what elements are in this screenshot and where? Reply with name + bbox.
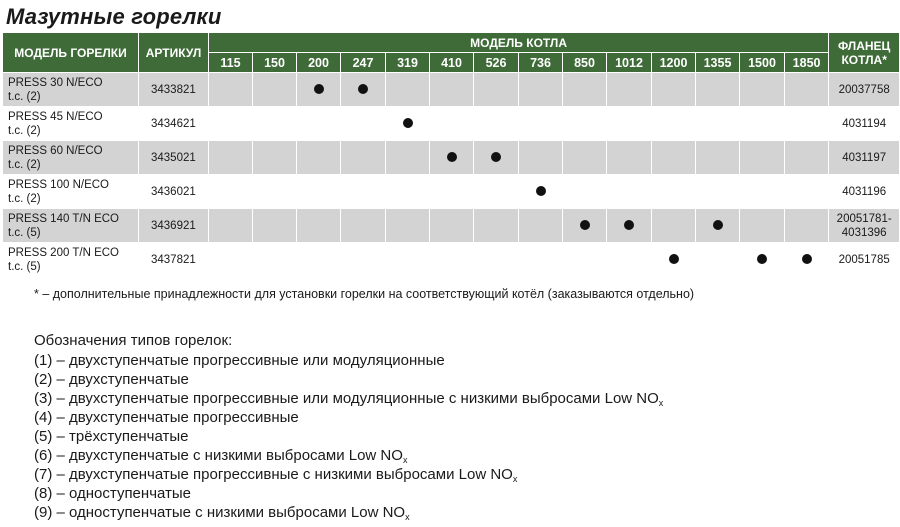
header-flange-line1: ФЛАНЕЦ (838, 38, 891, 53)
legend-item-text: (6) – двухступенчатые с низкими выбросами Low NO (34, 447, 403, 464)
legend-item (34, 465, 663, 484)
boiler-model-header: 115 (209, 53, 253, 73)
compatibility-cell (652, 243, 696, 277)
compatibility-cell (209, 209, 253, 243)
legend-item (34, 389, 663, 408)
compatibility-dot-icon (447, 152, 457, 162)
legend-item (34, 408, 663, 427)
compatibility-dot-icon (491, 152, 501, 162)
burner-model-cell (3, 209, 139, 243)
compatibility-cell (386, 107, 430, 141)
legend-item (34, 484, 663, 503)
compatibility-cell (696, 141, 740, 175)
header-article: АРТИКУЛ (139, 33, 209, 73)
legend-item-subscript: x (405, 512, 410, 522)
compatibility-dot-icon (403, 118, 413, 128)
flange-cell (829, 243, 900, 277)
burner-model-cell (3, 243, 139, 277)
compatibility-cell (474, 243, 519, 277)
compatibility-cell (652, 73, 696, 107)
compatibility-cell (563, 141, 607, 175)
compatibility-cell (430, 141, 474, 175)
burner-table (2, 32, 900, 277)
compatibility-cell (740, 175, 785, 209)
table-row (3, 209, 900, 243)
compatibility-cell (209, 73, 253, 107)
table-body (3, 73, 900, 277)
boiler-model-header: 1200 (652, 53, 696, 73)
article-cell: 3433821 (139, 73, 209, 107)
compatibility-cell (696, 175, 740, 209)
compatibility-cell (209, 243, 253, 277)
compatibility-cell (386, 175, 430, 209)
compatibility-cell (253, 243, 297, 277)
legend-item-text: (3) – двухступенчатые прогрессивные или модуляционные с низкими выбросами Low NO (34, 390, 659, 407)
compatibility-cell (297, 175, 341, 209)
compatibility-cell (607, 107, 652, 141)
flange-code: 20037758 (838, 83, 890, 96)
header-flange-line2: КОТЛА* (841, 52, 887, 67)
compatibility-cell (740, 141, 785, 175)
burner-model-cell (3, 175, 139, 209)
legend (34, 331, 663, 522)
legend-item (34, 427, 663, 446)
boiler-model-header: 1850 (785, 53, 829, 73)
compatibility-cell (740, 243, 785, 277)
compatibility-cell (652, 107, 696, 141)
compatibility-cell (474, 141, 519, 175)
legend-item-text: (5) – трёхступенчатые (34, 428, 189, 445)
boiler-model-header: 150 (253, 53, 297, 73)
article-cell: 3436921 (139, 209, 209, 243)
compatibility-cell (740, 107, 785, 141)
page-title: Мазутные горелки (6, 4, 222, 29)
article-cell: 3434621 (139, 107, 209, 141)
compatibility-cell (607, 175, 652, 209)
compatibility-dot-icon (580, 220, 590, 230)
burner-model-cell (3, 107, 139, 141)
flange-code: 20051785 (838, 253, 890, 266)
compatibility-cell (297, 141, 341, 175)
compatibility-cell (341, 107, 386, 141)
compatibility-cell (386, 209, 430, 243)
compatibility-cell (519, 209, 563, 243)
compatibility-cell (563, 209, 607, 243)
compatibility-cell (474, 107, 519, 141)
compatibility-cell (386, 243, 430, 277)
compatibility-cell (519, 243, 563, 277)
compatibility-cell (297, 73, 341, 107)
compatibility-cell (253, 73, 297, 107)
header-flange (829, 33, 900, 73)
header-burner-model: МОДЕЛЬ ГОРЕЛКИ (3, 33, 139, 73)
compatibility-cell (785, 209, 829, 243)
legend-list (34, 351, 663, 522)
compatibility-cell (563, 73, 607, 107)
legend-item-text: (4) – двухступенчатые прогрессивные (34, 409, 299, 426)
compatibility-cell (519, 141, 563, 175)
flange-code: 4031196 (842, 185, 887, 198)
legend-item (34, 370, 663, 389)
compatibility-cell (297, 209, 341, 243)
compatibility-cell (652, 141, 696, 175)
flange-cell (829, 107, 900, 141)
footnote: * – дополнительные принадлежности для установки горелки на соответствующий котёл (заказываются отдельно) (34, 287, 695, 301)
boiler-model-header: 200 (297, 53, 341, 73)
compatibility-cell (652, 209, 696, 243)
article-cell: 3436021 (139, 175, 209, 209)
article-cell: 3437821 (139, 243, 209, 277)
burner-model-name: PRESS 140 T/N ECO (8, 212, 119, 225)
compatibility-cell (430, 175, 474, 209)
compatibility-cell (696, 107, 740, 141)
compatibility-cell (430, 107, 474, 141)
burner-model-name: PRESS 100 N/ECO (8, 178, 109, 191)
compatibility-cell (563, 107, 607, 141)
flange-code-alt: 4031396 (841, 226, 887, 239)
article-cell: 3435021 (139, 141, 209, 175)
compatibility-cell (386, 141, 430, 175)
compatibility-cell (785, 243, 829, 277)
legend-item (34, 446, 663, 465)
legend-item-subscript: x (512, 474, 518, 484)
compatibility-dot-icon (713, 220, 723, 230)
compatibility-cell (607, 73, 652, 107)
compatibility-cell (785, 175, 829, 209)
burner-type-code: t.c. (2) (8, 192, 41, 205)
burner-model-cell (3, 141, 139, 175)
compatibility-dot-icon (536, 186, 546, 196)
compatibility-cell (785, 141, 829, 175)
compatibility-cell (652, 175, 696, 209)
compatibility-cell (696, 73, 740, 107)
boiler-model-header: 1500 (740, 53, 785, 73)
compatibility-cell (696, 243, 740, 277)
compatibility-cell (519, 73, 563, 107)
compatibility-cell (297, 243, 341, 277)
compatibility-cell (696, 209, 740, 243)
legend-item-text: (7) – двухступенчатые прогрессивные с низкими выбросами Low NO (34, 466, 513, 483)
boiler-model-header: 736 (519, 53, 563, 73)
boiler-model-header: 319 (386, 53, 430, 73)
boiler-model-header: 247 (341, 53, 386, 73)
burner-model-name: PRESS 30 N/ECO (8, 76, 103, 89)
legend-item-subscript: x (658, 398, 664, 408)
table-row (3, 73, 900, 107)
compatibility-cell (209, 175, 253, 209)
table-row (3, 175, 900, 209)
flange-cell (829, 175, 900, 209)
compatibility-cell (607, 141, 652, 175)
compatibility-cell (430, 73, 474, 107)
legend-title: Обозначения типов горелок: (34, 332, 233, 349)
table-row (3, 141, 900, 175)
compatibility-cell (474, 73, 519, 107)
compatibility-cell (519, 175, 563, 209)
burner-model-name: PRESS 200 T/N ECO (8, 246, 119, 259)
compatibility-cell (785, 73, 829, 107)
burner-model-name: PRESS 45 N/ECO (8, 110, 103, 123)
compatibility-cell (386, 73, 430, 107)
flange-code: 4031194 (842, 117, 887, 130)
boiler-model-header: 850 (563, 53, 607, 73)
compatibility-cell (430, 209, 474, 243)
compatibility-cell (341, 141, 386, 175)
compatibility-cell (341, 209, 386, 243)
flange-cell (829, 209, 900, 243)
compatibility-dot-icon (802, 254, 812, 264)
boiler-model-header: 1012 (607, 53, 652, 73)
compatibility-cell (607, 209, 652, 243)
compatibility-cell (740, 209, 785, 243)
compatibility-cell (474, 175, 519, 209)
compatibility-cell (341, 175, 386, 209)
legend-item-text: (8) – одноступенчатые (34, 485, 192, 502)
flange-cell (829, 73, 900, 107)
compatibility-cell (563, 175, 607, 209)
compatibility-cell (740, 73, 785, 107)
burner-model-name: PRESS 60 N/ECO (8, 144, 103, 157)
header-boiler-model: МОДЕЛЬ КОТЛА (209, 33, 829, 53)
compatibility-dot-icon (757, 254, 767, 264)
compatibility-cell (430, 243, 474, 277)
boiler-model-header: 526 (474, 53, 519, 73)
compatibility-cell (785, 107, 829, 141)
legend-item (34, 351, 663, 370)
compatibility-dot-icon (314, 84, 324, 94)
compatibility-dot-icon (624, 220, 634, 230)
burner-type-code: t.c. (2) (8, 158, 41, 171)
compatibility-cell (519, 107, 563, 141)
legend-item-subscript: x (402, 455, 408, 465)
compatibility-cell (253, 209, 297, 243)
table-row (3, 107, 900, 141)
legend-item (34, 503, 663, 522)
table-row (3, 243, 900, 277)
compatibility-dot-icon (358, 84, 368, 94)
compatibility-cell (209, 141, 253, 175)
legend-item-text: (9) – одноступенчатые с низкими выбросами Low NO (34, 504, 406, 521)
burner-type-code: t.c. (5) (8, 226, 41, 239)
flange-cell (829, 141, 900, 175)
compatibility-cell (607, 243, 652, 277)
compatibility-cell (209, 107, 253, 141)
compatibility-cell (297, 107, 341, 141)
burner-type-code: t.c. (2) (8, 90, 41, 103)
compatibility-cell (253, 175, 297, 209)
flange-code: 4031197 (842, 151, 887, 164)
burner-type-code: t.c. (2) (8, 124, 41, 137)
compatibility-dot-icon (669, 254, 679, 264)
legend-item-text: (2) – двухступенчатые (34, 371, 189, 388)
compatibility-cell (474, 209, 519, 243)
compatibility-cell (341, 243, 386, 277)
boiler-model-header: 410 (430, 53, 474, 73)
compatibility-cell (563, 243, 607, 277)
compatibility-cell (341, 73, 386, 107)
burner-model-cell (3, 73, 139, 107)
compatibility-cell (253, 107, 297, 141)
legend-item-text: (1) – двухступенчатые прогрессивные или модуляционные (34, 352, 445, 369)
flange-code: 20051781- (836, 212, 892, 225)
burner-type-code: t.c. (5) (8, 260, 41, 273)
compatibility-cell (253, 141, 297, 175)
boiler-model-header: 1355 (696, 53, 740, 73)
